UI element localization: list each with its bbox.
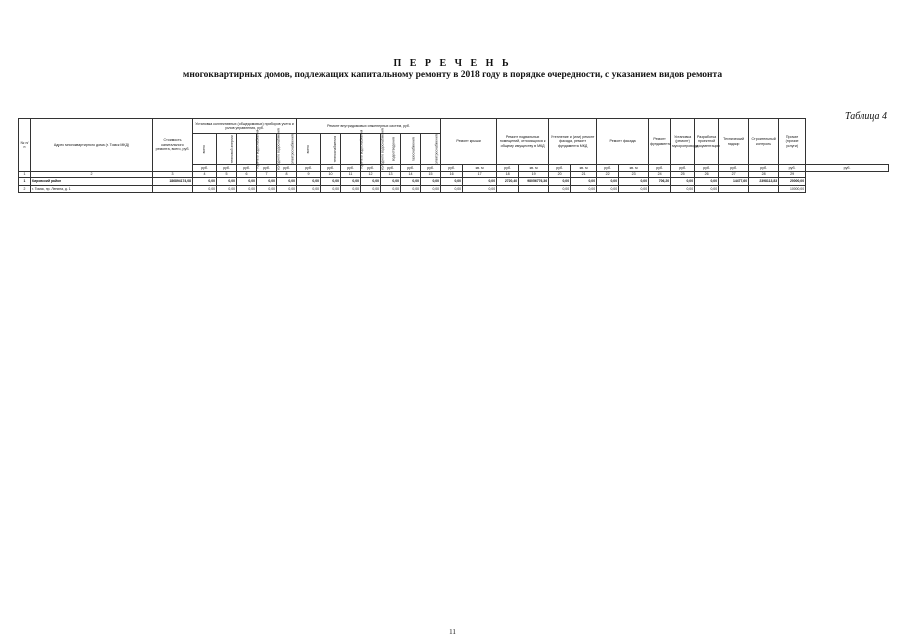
header-unit: руб. [549, 165, 571, 172]
cell-value: 0,00 [277, 178, 297, 186]
document-subtitle: многоквартирных домов, подлежащих капитальному ремонту в 2018 году в порядке очередности, с указанием видов ремонта [182, 70, 723, 80]
header-unit: руб. [497, 165, 519, 172]
table-row [19, 178, 889, 186]
header-unit: кв. м [463, 165, 497, 172]
header-cost: Стоимость капитального ремонта, всего, руб. [153, 119, 193, 172]
cell-value: 0,00 [321, 178, 341, 186]
cell-value: 14477,60 [719, 178, 749, 186]
cell-value: 10000,00 [779, 185, 806, 193]
header-unit: руб. [649, 165, 671, 172]
header-sub-systems-5: газоснабжения [401, 134, 421, 165]
header-col-number: 29 [779, 172, 806, 178]
cell-value: 0,00 [441, 178, 463, 186]
header-group-systems: Ремонт внутридомовых инженерных систем, руб. [297, 119, 441, 134]
cell-value: 0,00 [463, 185, 497, 193]
header-waste: Установка (ремонт) мусоропровода [671, 119, 695, 165]
header-col-number: 27 [719, 172, 749, 178]
cell-value: 0,00 [257, 185, 277, 193]
header-sub-meters-3: холодного водоснабжения [257, 134, 277, 165]
cell-value: 0,00 [381, 178, 401, 186]
cell-value [749, 185, 779, 193]
cell-value [719, 185, 749, 193]
cell-value: 0,00 [341, 178, 361, 186]
header-col-number: 4 [193, 172, 217, 178]
cell-value: 0,00 [695, 178, 719, 186]
header-col-number: 5 [217, 172, 237, 178]
cell-value: 0,00 [341, 185, 361, 193]
cell-value: 0,00 [257, 178, 277, 186]
header-col-number: 20 [549, 172, 571, 178]
header-col-number: 28 [749, 172, 779, 178]
header-sub-systems-4: водоотведения [381, 134, 401, 165]
cell-value: 706,20 [649, 178, 671, 186]
header-sub-systems-0: всего [297, 134, 321, 165]
header-unit: руб. [277, 165, 297, 172]
cell-value: 0,00 [321, 185, 341, 193]
cell-number: 2 [19, 185, 31, 193]
cell-value: 0,00 [597, 185, 619, 193]
cell-value: 0,00 [695, 185, 719, 193]
header-unit: кв. м [619, 165, 649, 172]
header-unit: руб. [341, 165, 361, 172]
buildings-table [18, 118, 889, 193]
table-label: Таблица 4 [845, 111, 887, 122]
cell-value: 0,00 [571, 185, 597, 193]
header-col-number: 14 [401, 172, 421, 178]
header-col-number: 24 [649, 172, 671, 178]
cell-value: 0,00 [193, 178, 217, 186]
header-design: Разработка проектной документации [695, 119, 719, 165]
cell-value: 0,00 [671, 178, 695, 186]
cell-value: 20000,00 [779, 178, 806, 186]
header-control: Строительный контроль [749, 119, 779, 165]
header-sub-meters-0: всего [193, 134, 217, 165]
cell-value: 0,00 [421, 178, 441, 186]
header-technical: Технический надзор [719, 119, 749, 165]
page-number: 11 [449, 628, 456, 636]
cell-value: 0,00 [237, 185, 257, 193]
cell-value: 98056776,36 [519, 178, 549, 186]
cell-value: 0,00 [361, 185, 381, 193]
header-unit: руб. [719, 165, 749, 172]
header-unit: руб. [361, 165, 381, 172]
cell-value: 0,00 [193, 185, 217, 193]
header-sub-meters-1: тепловой энергии [217, 134, 237, 165]
cell-value: 2398113,83 [749, 178, 779, 186]
header-sub-systems-6: электроснабжения [421, 134, 441, 165]
cell-value: 0,00 [217, 185, 237, 193]
cell-value: 186894174,08 [153, 178, 193, 186]
header-unit: руб. [381, 165, 401, 172]
header-unit: руб. [806, 165, 889, 172]
header-col-number: 21 [571, 172, 597, 178]
cell-value: 0,00 [463, 178, 497, 186]
cell-value: 0,00 [277, 185, 297, 193]
header-col-number: 26 [695, 172, 719, 178]
header-col-number: 18 [497, 172, 519, 178]
header-unit: руб. [441, 165, 463, 172]
header-sub-systems-1: теплоснабжения [321, 134, 341, 165]
cell-value: 0,00 [401, 178, 421, 186]
header-col-number: 25 [671, 172, 695, 178]
header-col-number: 17 [463, 172, 497, 178]
header-col-number: 7 [257, 172, 277, 178]
header-col-number: 12 [361, 172, 381, 178]
header-unit: кв. м [571, 165, 597, 172]
cell-value: 0,00 [571, 178, 597, 186]
cell-value [649, 185, 671, 193]
cell-value: 0,00 [361, 178, 381, 186]
cell-value: 0,00 [549, 185, 571, 193]
header-col-number: 8 [277, 172, 297, 178]
header-sub-meters-2: горячего водоснабжения [237, 134, 257, 165]
cell-value: 0,00 [401, 185, 421, 193]
header-unit: руб. [695, 165, 719, 172]
cell-value: 0,00 [441, 185, 463, 193]
header-col-number: 9 [297, 172, 321, 178]
cell-value: 0,00 [421, 185, 441, 193]
header-unit: руб. [217, 165, 237, 172]
header-unit: руб. [779, 165, 806, 172]
cell-value: 0,00 [619, 178, 649, 186]
cell-value [153, 185, 193, 193]
cell-value: 0,00 [549, 178, 571, 186]
header-col-number: 22 [597, 172, 619, 178]
header-sub-meters-4: электроснабжения [277, 134, 297, 165]
cell-value: 0,00 [297, 185, 321, 193]
cell-value [519, 185, 549, 193]
header-unit: руб. [671, 165, 695, 172]
header-unit: руб. [597, 165, 619, 172]
document-title: П Е Р Е Ч Е Н Ь [393, 58, 512, 69]
cell-value: 0,00 [237, 178, 257, 186]
header-insulation: Утепление и (или) ремонт фасада, ремонт фундамента МКД [549, 119, 597, 165]
cell-address: г. Томск, пр. Ленина, д. 1 [31, 185, 153, 193]
header-basement: Ремонт подвальных помещений, относящихся к общему имуществу в МКД [497, 119, 549, 165]
cell-number: 1 [19, 178, 31, 186]
header-num: № п/п [19, 119, 31, 172]
header-unit: руб. [401, 165, 421, 172]
header-col-number: 11 [341, 172, 361, 178]
cell-value: 0,00 [597, 178, 619, 186]
header-col-number: 2 [31, 172, 153, 178]
header-col-number: 19 [519, 172, 549, 178]
header-group-meters: Установка коллективных (общедомовых) приборов учета и узлов управления, руб. [193, 119, 297, 134]
cell-value: 0,00 [381, 185, 401, 193]
header-roof: Ремонт крыши [441, 119, 497, 165]
header-col-number: 13 [381, 172, 401, 178]
header-address: Адрес многоквартирного дома (г. Томск МКД) [31, 119, 153, 172]
cell-value: 0,00 [297, 178, 321, 186]
header-col-number: 3 [153, 172, 193, 178]
table-row [19, 185, 889, 193]
cell-value: 2720,40 [497, 178, 519, 186]
header-col-number: 23 [619, 172, 649, 178]
header-unit: руб. [193, 165, 217, 172]
cell-value: 0,00 [671, 185, 695, 193]
header-foundation: Ремонт фундамента [649, 119, 671, 165]
header-sub-systems-3: холодного водоснабжения [361, 134, 381, 165]
header-unit: руб. [421, 165, 441, 172]
header-col-number: 16 [441, 172, 463, 178]
header-col-number: 1 [19, 172, 31, 178]
header-facade: Ремонт фасада [597, 119, 649, 165]
header-other: Прочие (прочие услуги) [779, 119, 806, 165]
cell-value [497, 185, 519, 193]
header-unit: руб. [297, 165, 321, 172]
header-col-number: 10 [321, 172, 341, 178]
header-col-number: 15 [421, 172, 441, 178]
header-col-number: 6 [237, 172, 257, 178]
cell-value: 0,00 [619, 185, 649, 193]
header-sub-systems-2: горячего водоснабжения [341, 134, 361, 165]
header-unit: руб. [321, 165, 341, 172]
cell-value: 0,00 [217, 178, 237, 186]
header-unit: руб. [237, 165, 257, 172]
header-unit: руб. [749, 165, 779, 172]
header-unit: кв. м [519, 165, 549, 172]
header-unit: руб. [257, 165, 277, 172]
cell-address: Кировский район [31, 178, 153, 186]
